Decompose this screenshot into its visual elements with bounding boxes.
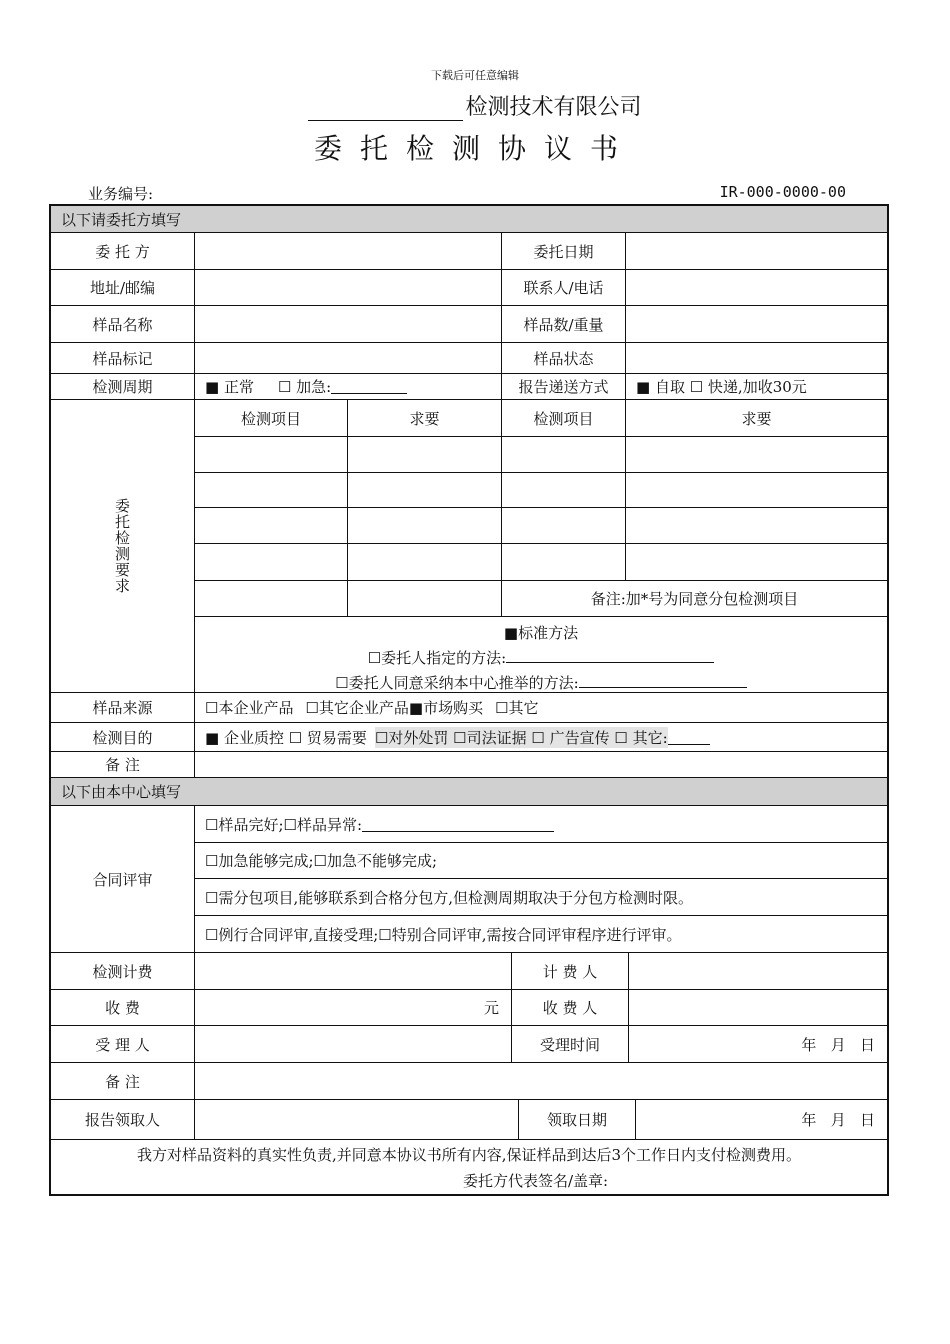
req-cell[interactable] — [626, 473, 887, 508]
document-title: 委托检测协议书 — [313, 132, 636, 165]
client-remark-field[interactable] — [195, 752, 887, 778]
handler-label: 受 理 人 — [51, 1026, 195, 1063]
company-name-blank[interactable] — [308, 98, 463, 121]
section-center-header: 以下由本中心填写 — [51, 778, 887, 806]
review-row-2[interactable]: ☐加急能够完成;☐加急不能够完成; — [195, 843, 887, 879]
fee-calc-field[interactable] — [195, 953, 512, 990]
req-cell[interactable] — [626, 437, 887, 473]
req-col-req-1: 求要 — [348, 400, 502, 437]
sample-source-label: 样品来源 — [51, 693, 195, 723]
sample-state-field[interactable] — [626, 343, 887, 374]
sample-mark-label: 样品标记 — [51, 343, 195, 374]
fee-calc-person-field[interactable] — [629, 953, 887, 990]
sample-name-label: 样品名称 — [51, 306, 195, 343]
sample-qty-label: 样品数/重量 — [502, 306, 626, 343]
req-cell[interactable] — [195, 473, 348, 508]
fee-person-field[interactable] — [629, 990, 887, 1026]
req-col-item-2: 检测项目 — [502, 400, 626, 437]
req-cell[interactable] — [195, 544, 348, 581]
req-note: 备注:加*号为同意分包检测项目 — [502, 581, 887, 617]
delivery-options[interactable]: ■ 自取 ☐ 快递,加收30元 — [626, 374, 887, 400]
client-label: 委 托 方 — [51, 233, 195, 270]
test-cycle-options[interactable] — [195, 374, 502, 400]
req-cell[interactable] — [502, 544, 626, 581]
sample-source-options — [195, 693, 887, 723]
cycle-normal-option[interactable]: ■ 正常 — [205, 378, 254, 396]
fee-calc-person-label: 计 费 人 — [512, 953, 629, 990]
fee-unit: 元 — [483, 999, 499, 1017]
test-requirements-label — [51, 400, 195, 693]
req-col-req-2: 求要 — [626, 400, 887, 437]
commission-date-field[interactable] — [626, 233, 887, 270]
fee-label: 收 费 — [51, 990, 195, 1026]
req-cell[interactable] — [348, 544, 502, 581]
pickup-date-ymd: 年 月 日 — [801, 1111, 875, 1129]
req-cell[interactable] — [348, 508, 502, 544]
sample-name-field[interactable] — [195, 306, 502, 343]
test-purpose-options — [195, 723, 887, 752]
purpose-options-b[interactable]: ☐对外处罚 ☐司法证据 ☐ 广告宣传 ☐ 其它: — [374, 728, 668, 747]
pickup-date-label: 领取日期 — [519, 1100, 636, 1140]
contact-field[interactable] — [626, 270, 887, 306]
statement-block — [51, 1140, 887, 1194]
test-purpose-label: 检测目的 — [51, 723, 195, 752]
company-name — [0, 90, 950, 121]
review-row-4[interactable]: ☐例行合同评审,直接受理;☐特别合同评审,需按合同评审程序进行评审。 — [195, 916, 887, 953]
review-sample-status[interactable]: ☐样品完好;☐样品异常: — [205, 815, 363, 834]
document-number: IR-000-0000-00 — [719, 183, 846, 201]
sample-state-label: 样品状态 — [502, 343, 626, 374]
center-remark-label: 备 注 — [51, 1063, 195, 1100]
purpose-other-blank[interactable] — [668, 730, 710, 745]
pickup-date-field[interactable] — [636, 1100, 887, 1140]
method-client-blank[interactable] — [506, 648, 714, 663]
review-row-3[interactable]: ☐需分包项目,能够联系到合格分包方,但检测周期取决于分包方检测时限。 — [195, 879, 887, 916]
req-cell[interactable] — [348, 473, 502, 508]
address-field[interactable] — [195, 270, 502, 306]
source-other-product[interactable]: ☐其它企业产品 — [305, 699, 409, 717]
section-client-header: 以下请委托方填写 — [51, 206, 887, 233]
handle-time-label: 受理时间 — [512, 1026, 629, 1063]
report-pickup-label: 报告领取人 — [51, 1100, 195, 1140]
req-cell[interactable] — [626, 508, 887, 544]
method-center-option[interactable]: ☐委托人同意采纳本中心推举的方法: — [335, 674, 579, 692]
method-options — [195, 617, 887, 693]
handler-field[interactable] — [195, 1026, 512, 1063]
commission-date-label: 委托日期 — [502, 233, 626, 270]
address-label: 地址/邮编 — [51, 270, 195, 306]
client-field[interactable] — [195, 233, 502, 270]
req-cell[interactable] — [502, 473, 626, 508]
review-row-1 — [195, 806, 887, 843]
req-cell[interactable] — [502, 437, 626, 473]
source-own-product[interactable]: ☐本企业产品 — [205, 699, 294, 717]
client-remark-label: 备 注 — [51, 752, 195, 778]
req-col-item-1: 检测项目 — [195, 400, 348, 437]
report-pickup-field[interactable] — [195, 1100, 519, 1140]
contact-label: 联系人/电话 — [502, 270, 626, 306]
review-abnormal-blank[interactable] — [362, 817, 554, 832]
agreement-form — [49, 204, 889, 1196]
fee-calc-label: 检测计费 — [51, 953, 195, 990]
sample-qty-field[interactable] — [626, 306, 887, 343]
req-cell[interactable] — [502, 508, 626, 544]
req-cell[interactable] — [348, 437, 502, 473]
test-cycle-label: 检测周期 — [51, 374, 195, 400]
fee-amount-field[interactable] — [195, 990, 512, 1026]
statement-text: 我方对样品资料的真实性负责,并同意本协议书所有内容,保证样品到达后3个工作日内支付检测费用。 — [136, 1146, 802, 1164]
method-standard-option[interactable]: ■标准方法 — [503, 624, 579, 642]
method-client-option[interactable]: ☐委托人指定的方法: — [367, 649, 507, 667]
urgent-blank[interactable] — [331, 379, 407, 394]
source-market[interactable]: ■市场购买 — [408, 699, 484, 717]
business-no-label: 业务编号: — [88, 185, 154, 203]
delivery-label: 报告递送方式 — [502, 374, 626, 400]
req-cell[interactable] — [626, 544, 887, 581]
method-center-blank[interactable] — [579, 673, 747, 688]
sample-mark-field[interactable] — [195, 343, 502, 374]
handle-time-field[interactable] — [629, 1026, 887, 1063]
purpose-options-a[interactable]: ■ 企业质控 ☐ 贸易需要 — [205, 728, 367, 747]
top-note: 下载后可任意编辑 — [431, 69, 519, 82]
req-cell[interactable] — [195, 508, 348, 544]
fee-person-label: 收 费 人 — [512, 990, 629, 1026]
company-suffix: 检测技术有限公司 — [465, 95, 642, 120]
handle-time-ymd: 年 月 日 — [801, 1035, 875, 1054]
center-remark-field[interactable] — [195, 1063, 887, 1100]
test-requirements-text: 委托检测要求 — [113, 498, 131, 594]
source-other[interactable]: ☐其它 — [495, 699, 539, 717]
req-cell[interactable] — [195, 581, 348, 617]
req-cell[interactable] — [195, 437, 348, 473]
signature-label[interactable]: 委托方代表签名/盖章: — [463, 1172, 609, 1190]
cycle-urgent-option[interactable]: ☐ 加急: — [277, 378, 332, 396]
req-cell[interactable] — [348, 581, 502, 617]
contract-review-label: 合同评审 — [51, 806, 195, 953]
